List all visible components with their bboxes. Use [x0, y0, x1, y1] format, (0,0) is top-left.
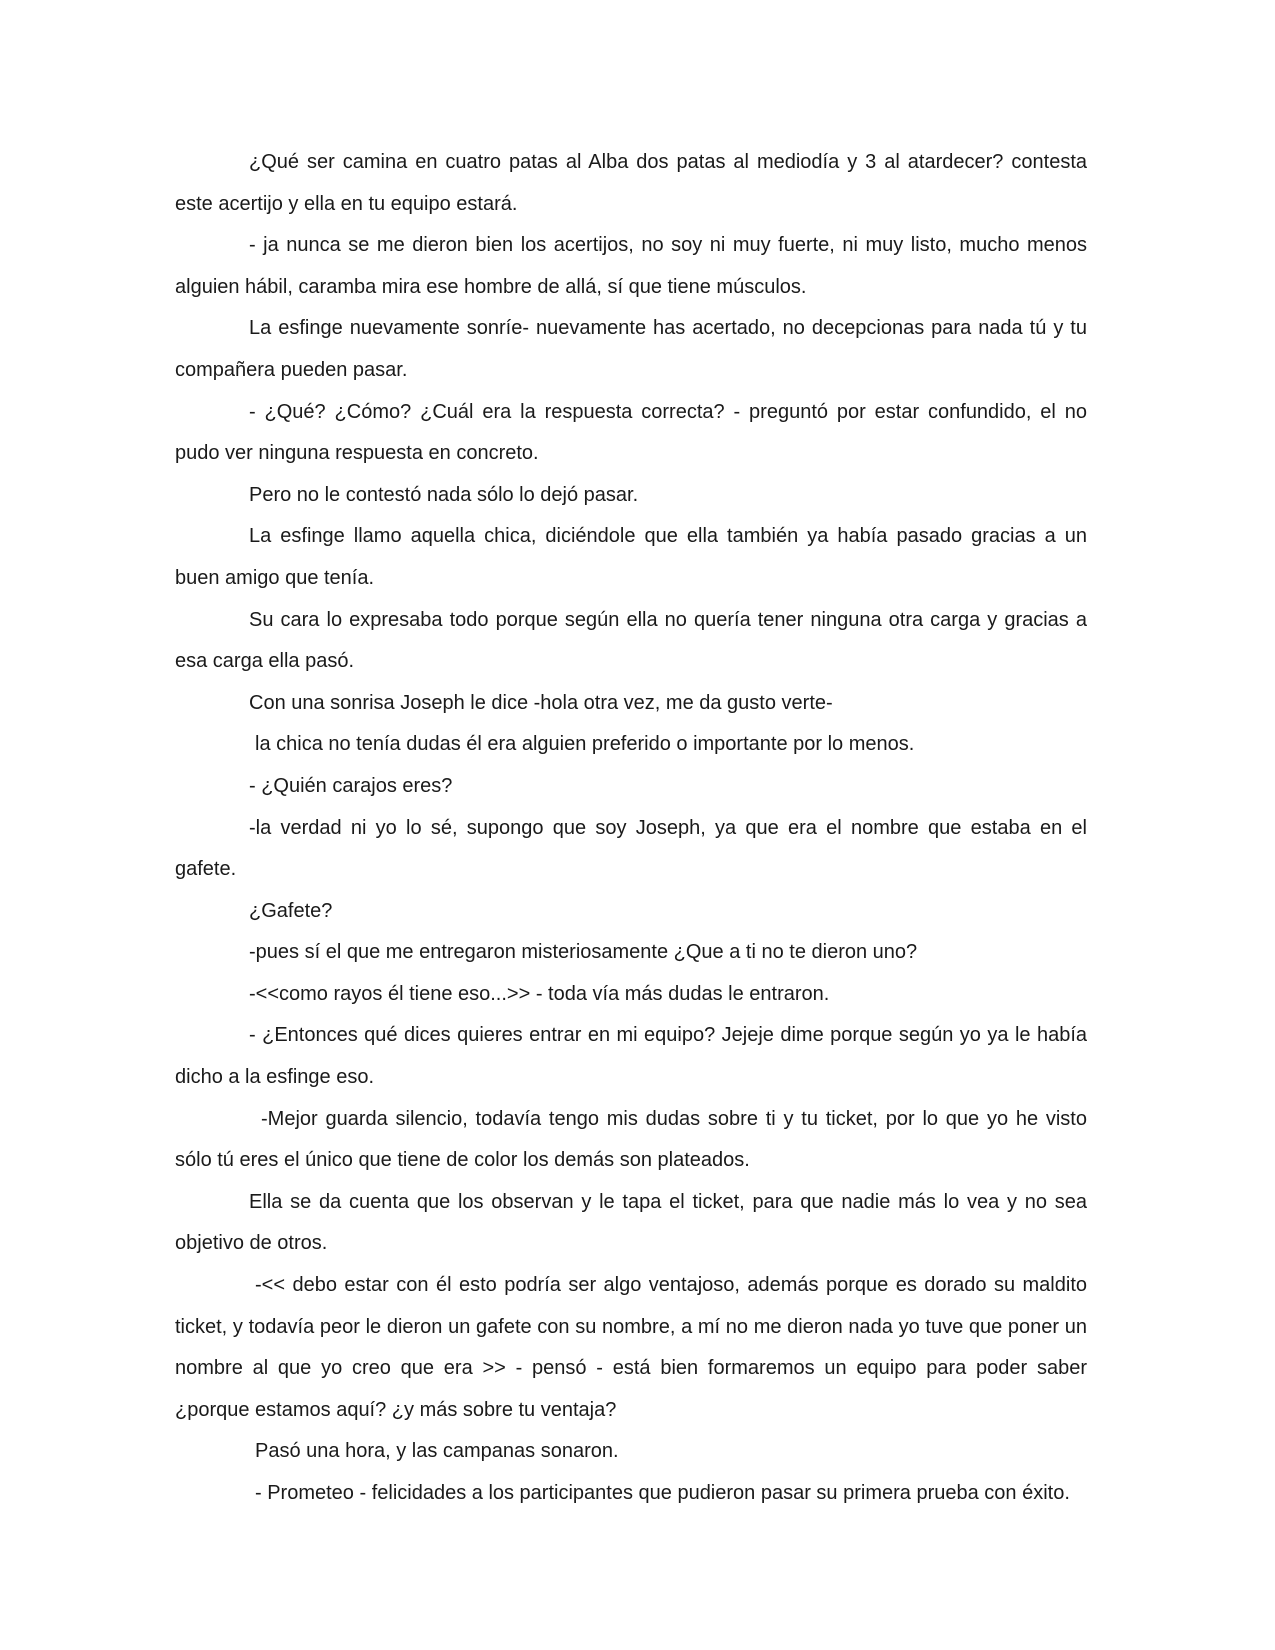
paragraph: -Mejor guarda silencio, todavía tengo mis dudas sobre ti y tu ticket, por lo que yo he visto sólo tú eres el único que tiene de color los demás son plateados.	[175, 1107, 1087, 1172]
paragraph: ¿Gafete?	[249, 899, 333, 922]
paragraph: la chica no tenía dudas él era alguien preferido o importante por lo menos.	[255, 733, 915, 756]
paragraph: Su cara lo expresaba todo porque según ella no quería tener ninguna otra carga y gracias a esa carga ella pasó.	[175, 608, 1087, 673]
paragraph: Con una sonrisa Joseph le dice -hola otra vez, me da gusto verte-	[249, 691, 833, 714]
paragraph: La esfinge llamo aquella chica, diciéndole que ella también ya había pasado gracias a un buen amigo que tenía.	[175, 525, 1087, 589]
paragraph: - ¿Quién carajos eres?	[249, 774, 453, 797]
paragraph: - Prometeo - felicidades a los participantes que pudieron pasar su primera prueba con éxito.	[255, 1482, 1070, 1504]
paragraph: La esfinge nuevamente sonríe- nuevamente has acertado, no decepcionas para nada tú y tu compañera pueden pasar.	[175, 317, 1087, 381]
paragraph: -pues sí el que me entregaron misteriosamente ¿Que a ti no te dieron uno?	[249, 941, 918, 964]
paragraph: - ¿Qué? ¿Cómo? ¿Cuál era la respuesta correcta? - preguntó por estar confundido, el no pudo ver ninguna respuesta en concreto.	[175, 400, 1087, 465]
paragraph: Pero no le contestó nada sólo lo dejó pasar.	[249, 483, 639, 506]
paragraph: Ella se da cuenta que los observan y le tapa el ticket, para que nadie más lo vea y no sea objetivo de otros.	[175, 1190, 1087, 1255]
paragraph: Pasó una hora, y las campanas sonaron.	[255, 1440, 619, 1463]
paragraph: ¿Qué ser camina en cuatro patas al Alba dos patas al mediodía y 3 al atardecer? contesta este acertijo y ella en tu equipo estará.	[175, 151, 1087, 215]
paragraph: -<< debo estar con él esto podría ser algo ventajoso, además porque es dorado su maldito ticket, y todavía peor le dieron un gafete con su nombre, a mí no me dieron nada yo tuve que poner un nombre al que yo creo que era >> - pensó - está bien formaremos un equipo para poder saber ¿porque estamos aquí? ¿y más sobre tu ventaja?	[175, 1274, 1087, 1421]
paragraph: - ja nunca se me dieron bien los acertijos, no soy ni muy fuerte, ni muy listo, mucho menos alguien hábil, caramba mira ese hombre de allá, sí que tiene músculos.	[175, 234, 1087, 298]
body-text	[175, 142, 1087, 1515]
paragraph: -<<como rayos él tiene eso...>> - toda vía más dudas le entraron.	[249, 982, 830, 1005]
paragraph: -la verdad ni yo lo sé, supongo que soy Joseph, ya que era el nombre que estaba en el gafete.	[175, 816, 1087, 881]
paragraph: - ¿Entonces qué dices quieres entrar en mi equipo? Jejeje dime porque según yo ya le había dicho a la esfinge eso.	[175, 1024, 1087, 1089]
